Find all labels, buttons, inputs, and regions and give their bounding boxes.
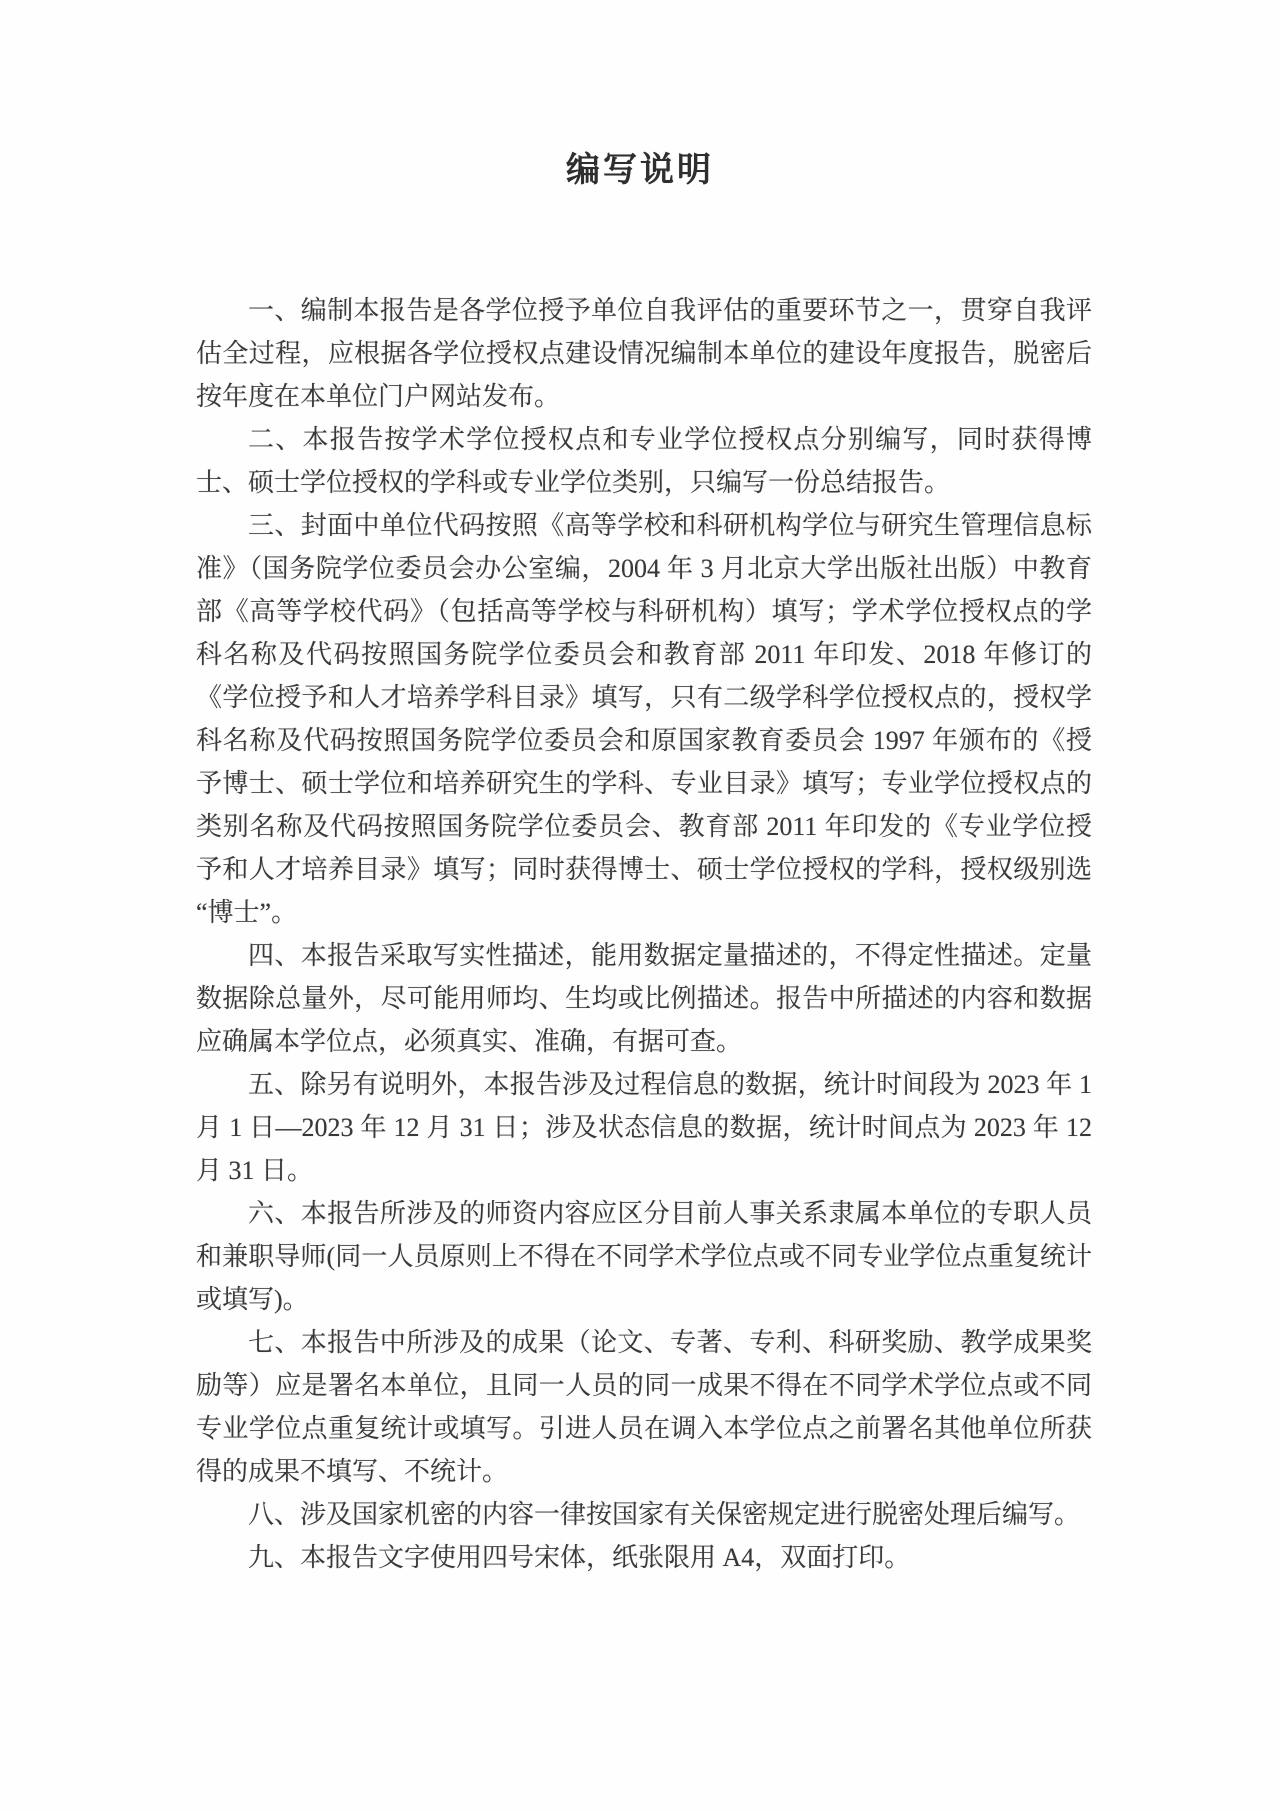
- instruction-paragraph-6: 六、本报告所涉及的师资内容应区分目前人事关系隶属本单位的专职人员和兼职导师(同一人员原则上不得在不同学术学位点或不同专业学位点重复统计或填写)。: [196, 1199, 1092, 1314]
- instruction-paragraph-9: 九、本报告文字使用四号宋体，纸张限用 A4，双面打印。: [248, 1543, 911, 1572]
- instruction-paragraph-4: 四、本报告采取写实性描述，能用数据定量描述的，不得定性描述。定量数据除总量外，尽可能用师均、生均或比例描述。报告中所描述的内容和数据应确属本学位点，必须真实、准确，有据可查。: [196, 941, 1092, 1056]
- document-body: [196, 289, 1092, 1579]
- instruction-paragraph-5: 五、除另有说明外，本报告涉及过程信息的数据，统计时间段为 2023 年 1 月 1 日—2023 年 12 月 31 日；涉及状态信息的数据，统计时间点为 2023 年 12 月 31 日。: [196, 1070, 1092, 1185]
- instruction-paragraph-8: 八、涉及国家机密的内容一律按国家有关保密规定进行脱密处理后编写。: [248, 1500, 1081, 1529]
- page-title: 编写说明: [566, 152, 714, 189]
- instruction-paragraph-3: 三、封面中单位代码按照《高等学校和科研机构学位与研究生管理信息标准》（国务院学位委员会办公室编，2004 年 3 月北京大学出版社出版）中教育部《高等学校代码》（包括高等学校与科研机构）填写；学术学位授权点的学科名称及代码按照国务院学位委员会和教育部 2011 年印发、2018 年修订的《学位授予和人才培养学科目录》填写，只有二级学科学位授权点的，授权学科名称及代码按照国务院学位委员会和原国家教育委员会 1997 年颁布的《授予博士、硕士学位和培养研究生的学科、专业目录》填写；专业学位授权点的类别名称及代码按照国务院学位委员会、教育部 2011 年印发的《专业学位授予和人才培养目录》填写；同时获得博士、硕士学位授权的学科，授权级别选“博士”。: [196, 511, 1092, 927]
- instruction-paragraph-1: 一、编制本报告是各学位授予单位自我评估的重要环节之一，贯穿自我评估全过程，应根据各学位授权点建设情况编制本单位的建设年度报告，脱密后按年度在本单位门户网站发布。: [196, 296, 1092, 411]
- instruction-paragraph-2: 二、本报告按学术学位授权点和专业学位授权点分别编写，同时获得博士、硕士学位授权的学科或专业学位类别，只编写一份总结报告。: [196, 425, 1092, 497]
- instruction-paragraph-7: 七、本报告中所涉及的成果（论文、专著、专利、科研奖励、教学成果奖励等）应是署名本单位，且同一人员的同一成果不得在不同学术学位点或不同专业学位点重复统计或填写。引进人员在调入本学位点之前署名其他单位所获得的成果不填写、不统计。: [196, 1328, 1092, 1486]
